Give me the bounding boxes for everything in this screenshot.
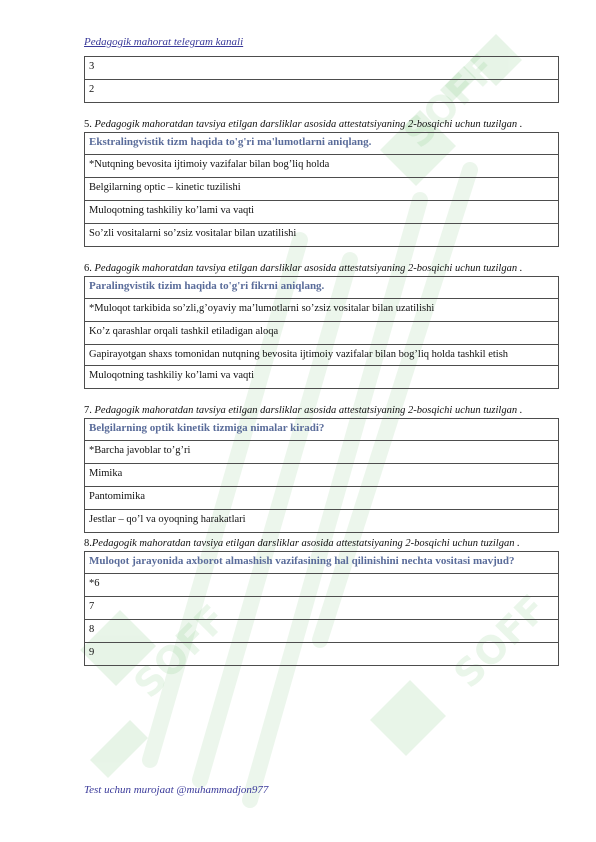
question-block-7: [84, 404, 559, 533]
option-cell: So’zli vositalarni so’zsiz vositalar bilan uzatilishi: [85, 223, 559, 246]
table-row: [85, 57, 559, 80]
footer-contact: Test uchun murojaat @muhammadjon977: [84, 784, 269, 796]
question-source: [84, 537, 559, 551]
table-row: [85, 440, 559, 463]
table-row: [85, 200, 559, 223]
option-cell: Ko’z qarashlar orqali tashkil etiladigan aloqa: [85, 321, 559, 344]
table-row: [85, 223, 559, 246]
table-row: [85, 619, 559, 642]
table-row: [85, 486, 559, 509]
question-source: [84, 118, 559, 132]
question-table: [84, 132, 559, 247]
spacer: [84, 389, 559, 404]
top-answer-table: [84, 56, 559, 103]
option-cell: 8: [85, 619, 559, 642]
question-source-text: Pedagogik mahoratdan tavsiya etilgan darsliklar asosida attestatsiyaning 2-bosqichi uchun tuzilgan .: [94, 404, 523, 416]
question-number: 8.: [84, 537, 92, 549]
option-cell: Mimika: [85, 463, 559, 486]
spacer: [84, 103, 559, 118]
table-row: [85, 596, 559, 619]
table-row: [85, 365, 559, 388]
question-number: 5.: [84, 119, 92, 130]
table-row: [85, 344, 559, 365]
option-cell: Muloqotning tashkiliy ko’lami va vaqti: [85, 200, 559, 223]
svg-text:SOFF: SOFF: [125, 596, 236, 707]
option-cell: *6: [85, 573, 559, 596]
table-row: [85, 298, 559, 321]
spacer: [84, 247, 559, 262]
question-number: 6.: [84, 262, 92, 274]
question-block-5: [84, 118, 559, 247]
svg-text:SOFF: SOFF: [395, 46, 506, 157]
option-cell: 3: [85, 57, 559, 80]
question-source-text: Pedagogik mahoratdan tavsiya etilgan darsliklar asosida attestatsiyaning 2-bosqichi uchun tuzilgan .: [94, 119, 523, 130]
question-source: [84, 262, 559, 276]
question-text: Paralingvistik tizim haqida to'g'ri fikrni aniqlang.: [85, 277, 559, 299]
question-source-text: Pedagogik mahoratdan tavsiya etilgan darsliklar asosida attestatsiyaning 2-bosqichi uchun tuzilgan .: [94, 262, 523, 274]
option-cell: *Barcha javoblar to’g’ri: [85, 440, 559, 463]
question-source-text: Pedagogik mahoratdan tavsiya etilgan darsliklar asosida attestatsiyaning 2-bosqichi uchun tuzilgan .: [91, 537, 520, 549]
header-title: Pedagogik mahorat telegram kanali: [84, 36, 244, 48]
table-row: [85, 551, 559, 573]
option-cell: Jestlar – qo’l va oyoqning harakatlari: [85, 509, 559, 532]
question-text: Belgilarning optik kinetik tizmiga nimalar kiradi?: [85, 419, 559, 441]
option-cell: 9: [85, 642, 559, 665]
question-block-6: [84, 262, 559, 389]
question-block-8: [84, 537, 559, 666]
option-cell: 2: [85, 80, 559, 103]
question-number: 7.: [84, 404, 92, 416]
document-body: [84, 56, 559, 666]
table-row: [85, 154, 559, 177]
table-row: [85, 642, 559, 665]
table-row: [85, 277, 559, 299]
table-row: [85, 177, 559, 200]
question-table: [84, 551, 559, 666]
option-cell: Pantomimika: [85, 486, 559, 509]
table-row: [85, 80, 559, 103]
option-cell: Muloqotning tashkiliy ko’lami va vaqti: [85, 365, 559, 388]
option-cell: 7: [85, 596, 559, 619]
table-row: [85, 133, 559, 155]
option-cell: *Nutqning bevosita ijtimoiy vazifalar bilan bog’liq holda: [85, 154, 559, 177]
question-source: [84, 404, 559, 418]
question-table: [84, 276, 559, 389]
table-row: [85, 509, 559, 532]
question-text: Ekstralingvistik tizm haqida to'g'ri ma'lumotlarni aniqlang.: [85, 133, 559, 155]
option-cell: Belgilarning optic – kinetic tuzilishi: [85, 177, 559, 200]
question-text: Muloqot jarayonida axborot almashish vazifasining hal qilinishini nechta vositasi mavjud?: [85, 551, 559, 573]
option-cell: Gapirayotgan shaxs tomonidan nutqning bevosita ijtimoiy vazifalar bilan bog’liq holda tashkil etish: [85, 344, 559, 365]
table-row: [85, 463, 559, 486]
table-row: [85, 419, 559, 441]
table-row: [85, 573, 559, 596]
svg-text:SOFF: SOFF: [445, 586, 556, 697]
option-cell: *Muloqot tarkibida so’zli,g’oyaviy ma’lumotlarni so’zsiz vositalar bilan uzatilishi: [85, 298, 559, 321]
question-table: [84, 418, 559, 533]
table-row: [85, 321, 559, 344]
